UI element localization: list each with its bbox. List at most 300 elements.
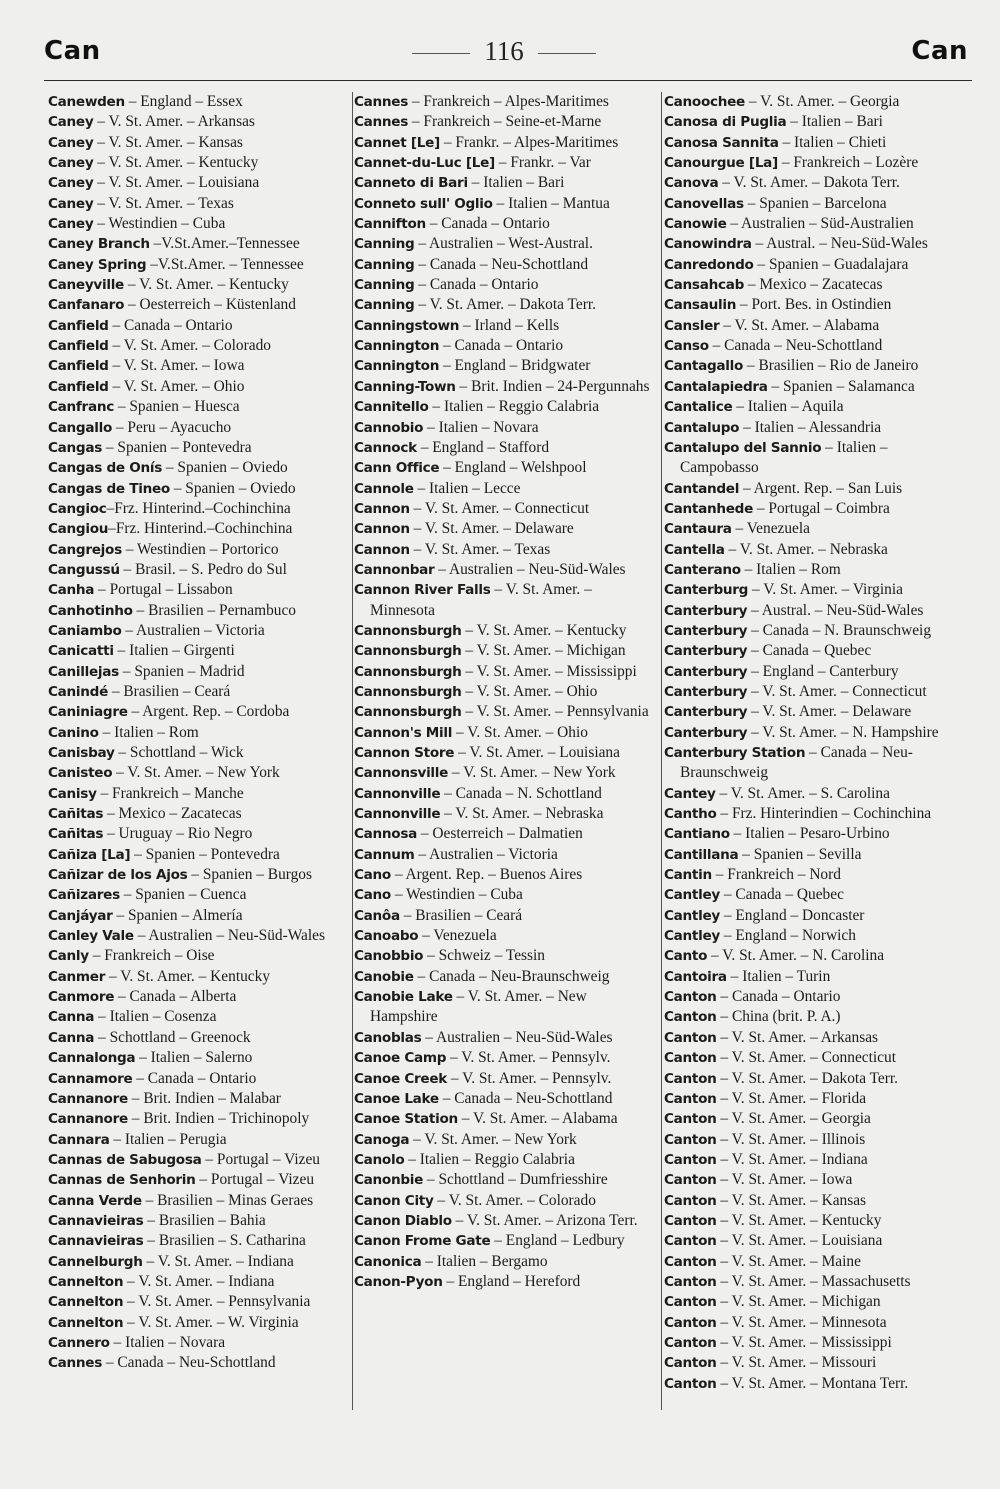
entry-headword: Canning: [354, 297, 415, 314]
entry-headword: Canonbie: [354, 1172, 424, 1189]
gazetteer-entry: [664, 519, 968, 539]
entry-headword: Canolo: [354, 1151, 405, 1168]
entry-location: – Canada – N. Braunschweig: [747, 621, 932, 639]
entry-headword: Canterbury Station: [664, 745, 806, 761]
entry-headword: Canosa di Puglia: [664, 114, 787, 131]
entry-location: – Australien – Neu-Süd-Wales: [434, 560, 626, 578]
column-divider: [352, 92, 353, 1410]
entry-headword: Canoabo: [354, 928, 419, 945]
gazetteer-entry: [354, 926, 658, 946]
gazetteer-entry: [48, 479, 352, 499]
entry-headword: Canton: [664, 1192, 717, 1209]
entry-location: – V. St. Amer. – Virginia: [748, 581, 903, 599]
gazetteer-entry: [664, 1089, 968, 1109]
entry-headword: Canterbury: [664, 643, 748, 660]
gazetteer-entry: [354, 336, 658, 356]
entry-headword: Cano: [354, 867, 391, 884]
gazetteer-entry: [664, 967, 968, 987]
entry-headword: Canonica: [354, 1253, 422, 1270]
gazetteer-entry: [48, 1130, 352, 1150]
entry-location: – Italien – Rom: [740, 560, 841, 578]
entry-location: – Schweiz – Tessin: [423, 947, 545, 965]
entry-location: – Schottland – Wick: [114, 744, 244, 761]
entry-headword: Canhotinho: [48, 602, 133, 619]
gazetteer-entry: [48, 214, 352, 234]
gazetteer-entry: [48, 1272, 352, 1292]
entry-headword: Cano: [354, 887, 391, 904]
page-number: 116: [484, 36, 524, 66]
entry-location: – V. St. Amer. – Arkansas: [716, 1028, 879, 1046]
entry-location: – Italien – Campobasso: [680, 438, 888, 477]
gazetteer-entry: [664, 1069, 968, 1089]
entry-location: – V. St. Amer. – Florida: [716, 1089, 867, 1107]
entry-headword: Canindé: [48, 683, 109, 700]
entry-headword: Canfanaro: [48, 297, 125, 314]
entry-headword: Canovellas: [664, 195, 744, 212]
entry-location: – V. St. Amer. – Kentucky: [461, 621, 627, 639]
entry-location: – England – Hereford: [442, 1272, 581, 1290]
entry-headword: Cangioc: [48, 500, 107, 517]
entry-location: – Westindien – Cuba: [390, 886, 523, 904]
entry-headword: Cannanore: [48, 1090, 128, 1107]
entry-location: – Schottland – Dumfriesshire: [423, 1171, 608, 1189]
entry-location: – V. St. Amer. – Mississippi: [461, 662, 637, 680]
gazetteer-entry: [354, 418, 658, 438]
gazetteer-entry: [354, 804, 658, 824]
gazetteer-entry: [354, 295, 658, 315]
entry-headword: Canna: [48, 1029, 95, 1046]
entry-headword: Cannas de Sabugosa: [48, 1151, 202, 1168]
entry-headword: Canoochee: [664, 94, 745, 110]
entry-headword: Cannonsville: [354, 765, 449, 782]
gazetteer-entry: [48, 1007, 352, 1027]
entry-headword: Cangallo: [48, 419, 112, 436]
gazetteer-entry: [354, 946, 658, 966]
entry-headword: Canning: [354, 277, 415, 294]
entry-location: – Canada – Neu-Schottland: [708, 337, 883, 355]
entry-location: – V. St. Amer. – Louisiana: [716, 1232, 883, 1250]
gazetteer-entry: [354, 173, 658, 193]
entry-location: – Spanien – Madrid: [118, 662, 245, 680]
gazetteer-entry: [664, 1272, 968, 1292]
gazetteer-entry: [48, 601, 352, 621]
entry-location: – Italien – Turin: [726, 967, 831, 985]
entry-headword: Canisy: [48, 785, 97, 802]
gazetteer-entry: [664, 784, 968, 804]
entry-location: – V. St. Amer. – Indiana: [716, 1150, 868, 1168]
entry-location: – V. St. Amer. – Texas: [93, 194, 234, 212]
entry-location: – Australien – Victoria: [121, 621, 265, 639]
entry-location: – Brasilien – Rio de Janeiro: [743, 357, 919, 375]
entry-location: – Frankreich – Manche: [96, 784, 244, 802]
entry-headword: Canley Vale: [48, 928, 134, 945]
entry-location: – Brit. Indien – Trichinopoly: [127, 1110, 310, 1128]
entry-location: – V. St. Amer. – Louisiana: [454, 744, 620, 761]
entry-headword: Cañizar de los Ajos: [48, 867, 188, 884]
entry-headword: Canillejas: [48, 663, 119, 680]
gazetteer-entry: [664, 1231, 968, 1251]
gazetteer-entry: [48, 499, 352, 519]
entry-headword: Canon Diablo: [354, 1212, 452, 1229]
entry-location: – Spanien – Salamanca: [767, 377, 915, 395]
entry-location: – Italien – Girgenti: [113, 642, 235, 660]
gazetteer-entry: [354, 92, 658, 112]
entry-location: – V. St. Amer. – Dakota Terr.: [716, 1069, 899, 1087]
entry-headword: Caneyville: [48, 277, 124, 294]
entry-headword: Canowindra: [664, 236, 752, 253]
entry-headword: Canton: [664, 1151, 717, 1168]
entry-location: – Italien – Aquila: [732, 398, 844, 416]
entry-headword: Conneto sull' Oglio: [354, 195, 493, 212]
gazetteer-entry: [664, 214, 968, 234]
gazetteer-entry: [48, 1191, 352, 1211]
gazetteer-entry: [48, 295, 352, 315]
entry-location: – V. St. Amer. – New Hampshire: [370, 988, 587, 1026]
entry-location: – Spanien – Oviedo: [169, 479, 296, 497]
entry-headword: Cannes: [354, 94, 409, 110]
entry-location: – Portugal – Coimbra: [753, 499, 890, 517]
entry-location: – Canada – Neu-Schottland: [102, 1354, 276, 1372]
entry-headword: Cantalupo del Sannio: [664, 439, 822, 456]
entry-location: – Italien – Salerno: [135, 1049, 253, 1067]
gazetteer-entry: [664, 479, 968, 499]
entry-headword: Canosa Sannita: [664, 134, 779, 151]
gazetteer-entry: [354, 967, 658, 987]
entry-headword: Caney: [48, 114, 94, 131]
entry-location: – Italien – Mantua: [492, 194, 610, 212]
gazetteer-entry: [664, 702, 968, 722]
entry-location: – Spanien – Cuenca: [119, 886, 247, 904]
gazetteer-entry: [354, 1069, 658, 1089]
gazetteer-entry: [664, 92, 968, 112]
gazetteer-entry: [48, 1313, 352, 1333]
entry-headword: Cañizares: [48, 887, 120, 904]
gazetteer-entry: [664, 438, 968, 479]
entry-location: – V. St. Amer. – Arizona Terr.: [451, 1211, 638, 1229]
entry-location: – Spanien – Barcelona: [743, 194, 887, 212]
gazetteer-entry: [48, 1109, 352, 1129]
entry-headword: Cannon: [354, 521, 410, 538]
page-header: [40, 36, 968, 76]
gazetteer-entry: [664, 865, 968, 885]
gazetteer-entry: [48, 1028, 352, 1048]
header-rule: [44, 80, 972, 81]
gazetteer-entry: [664, 743, 968, 784]
entry-location: – Canada – Ontario: [425, 215, 550, 233]
entry-location: – V. St. Amer. – Georgia: [716, 1110, 871, 1128]
entry-headword: Canton: [664, 1375, 717, 1392]
entry-headword: Cannonville: [354, 806, 441, 823]
entry-headword: Cannock: [354, 439, 417, 456]
entry-headword: Canton: [664, 1172, 717, 1189]
entry-location: – Brasil. – S. Pedro do Sul: [119, 560, 287, 578]
entry-headword: Cangas: [48, 439, 103, 456]
entry-headword: Cannero: [48, 1334, 110, 1351]
entry-headword: Canton: [664, 1355, 717, 1372]
entry-location: – Canada – N. Schottland: [440, 784, 602, 802]
entry-headword: Canterbury: [664, 602, 748, 619]
entry-headword: Canfield: [48, 338, 109, 355]
gazetteer-entry: [48, 682, 352, 702]
entry-headword: Cantley: [664, 887, 720, 904]
gazetteer-entry: [48, 194, 352, 214]
entry-location: – V. St. Amer. – Ohio: [461, 682, 598, 700]
gazetteer-entry: [664, 845, 968, 865]
gazetteer-entry: [664, 906, 968, 926]
entry-headword: Caniambo: [48, 622, 122, 639]
entry-headword: Canfranc: [48, 399, 114, 416]
entry-location: –V.St.Amer.–Tennessee: [149, 235, 300, 253]
entry-location: – V. St. Amer. – Dakota Terr.: [718, 174, 900, 192]
entry-location: – Canada – Alberta: [114, 988, 237, 1006]
entry-location: – Frankreich – Nord: [711, 866, 841, 884]
entry-headword: Canjáyar: [48, 907, 113, 924]
entry-headword: Canning: [354, 236, 415, 253]
gazetteer-entry: [48, 234, 352, 254]
gazetteer-entry: [48, 458, 352, 478]
entry-location: – V. St. Amer. – Ohio: [452, 723, 588, 741]
entry-location: – V. St. Amer. – S. Carolina: [715, 784, 890, 802]
entry-headword: Cansaulin: [664, 297, 737, 314]
entry-headword: Canha: [48, 582, 95, 599]
gazetteer-entry: [354, 621, 658, 641]
gazetteer-entry: [664, 987, 968, 1007]
gazetteer-entry: [664, 540, 968, 560]
entry-location: – Portugal – Vizeu: [195, 1171, 315, 1189]
entry-headword: Canewden: [48, 94, 125, 110]
gazetteer-entry: [664, 946, 968, 966]
entry-location: – Venezuela: [418, 927, 497, 945]
entry-location: – Brasilien – Ceará: [399, 906, 523, 924]
entry-headword: Canly: [48, 948, 89, 965]
entry-location: – Frankreich – Lozère: [777, 154, 919, 172]
gazetteer-entry: [354, 702, 658, 722]
gazetteer-entry: [354, 906, 658, 926]
entry-headword: Canterbury: [664, 683, 748, 700]
entry-headword: Cangussú: [48, 561, 120, 578]
entry-location: – Frankreich – Oise: [88, 947, 215, 965]
gazetteer-entry: [664, 356, 968, 376]
entry-headword: Cannonsburgh: [354, 704, 462, 721]
gazetteer-entry: [48, 926, 352, 946]
entry-location: – V. St. Amer. – Colorado: [433, 1191, 596, 1209]
gazetteer-entry: [48, 356, 352, 376]
gazetteer-entry: [48, 1048, 352, 1068]
entry-headword: Cannington: [354, 338, 440, 355]
entry-location: – V. St. Amer. – Colorado: [108, 337, 271, 355]
entry-location: – V. St. Amer. – Maine: [716, 1252, 861, 1270]
gazetteer-entry: [664, 682, 968, 702]
entry-headword: Canton: [664, 1009, 717, 1026]
entry-location: – Argent. Rep. – Buenos Aires: [390, 866, 583, 884]
entry-location: – England – Essex: [124, 93, 243, 110]
entry-location: – Peru – Ayacucho: [112, 418, 232, 436]
gazetteer-entry: [664, 1292, 968, 1312]
entry-headword: Cannelton: [48, 1294, 124, 1311]
entry-location: – V. St. Amer. – Connecticut: [716, 1049, 896, 1067]
gazetteer-entry: [664, 112, 968, 132]
entry-location: – V. St. Amer. – Iowa: [716, 1171, 853, 1189]
entry-location: – Spanien – Burgos: [187, 866, 312, 884]
entry-headword: Caniniagre: [48, 704, 128, 721]
entry-location: – Spanien – Huesca: [113, 398, 240, 416]
entry-headword: Cannonsburgh: [354, 643, 462, 660]
gazetteer-entry: [664, 1374, 968, 1394]
entry-headword: Cannosa: [354, 826, 418, 843]
gazetteer-entry: [48, 275, 352, 295]
entry-location: – England – Stafford: [416, 438, 550, 456]
gazetteer-entry: [48, 1211, 352, 1231]
gazetteer-entry: [664, 1150, 968, 1170]
gazetteer-entry: [664, 418, 968, 438]
entry-location: – V. St. Amer. – Louisiana: [93, 174, 260, 192]
entry-location: – Italien – Bari: [786, 113, 883, 131]
gazetteer-entry: [354, 763, 658, 783]
entry-location: – V. St. Amer. – New York: [112, 764, 280, 782]
gazetteer-entry: [354, 1211, 658, 1231]
gazetteer-entry: [354, 540, 658, 560]
entry-headword: Cangas de Tineo: [48, 480, 170, 497]
gazetteer-entry: [48, 173, 352, 193]
entry-location: –Frz. Hinterind.–Cochinchina: [108, 520, 293, 538]
entry-location: – England – Norwich: [719, 927, 856, 945]
gazetteer-column-3: [664, 92, 968, 1394]
gazetteer-entry: [48, 397, 352, 417]
gazetteer-entry: [664, 1130, 968, 1150]
entry-headword: Cannon's Mill: [354, 724, 453, 741]
entry-location: – V. St. Amer. – Michigan: [461, 642, 626, 660]
entry-location: – V. St. Amer. – Kentucky: [93, 154, 259, 172]
gazetteer-entry: [354, 275, 658, 295]
entry-location: – Australien – Neu-Süd-Wales: [133, 927, 325, 945]
entry-headword: Canterbury: [664, 724, 748, 741]
entry-headword: Canton: [664, 1253, 717, 1270]
entry-headword: Canning-Town: [354, 378, 456, 395]
gazetteer-entry: [354, 1109, 658, 1129]
gazetteer-entry: [354, 519, 658, 539]
gazetteer-entry: [48, 865, 352, 885]
entry-headword: Cangrejos: [48, 541, 122, 558]
entry-headword: Cantey: [664, 785, 716, 802]
entry-headword: Canoblas: [354, 1029, 422, 1046]
gazetteer-entry: [354, 723, 658, 743]
gazetteer-entry: [664, 295, 968, 315]
gazetteer-entry: [354, 499, 658, 519]
entry-headword: Canova: [664, 175, 719, 192]
entry-headword: Cannitello: [354, 399, 429, 416]
entry-headword: Cantalapiedra: [664, 378, 768, 395]
entry-headword: Canfield: [48, 378, 109, 395]
entry-location: – V. St. Amer. – Connecticut: [747, 682, 927, 700]
entry-location: – Brasilien – Minas Geraes: [141, 1191, 314, 1209]
entry-location: – V. St. Amer. – Minnesota: [716, 1313, 887, 1331]
entry-headword: Cangas de Onís: [48, 460, 163, 477]
running-head-left: Can: [44, 36, 101, 66]
entry-headword: Cannavieiras: [48, 1233, 144, 1250]
entry-location: – Oesterreich – Küstenland: [124, 296, 296, 314]
entry-headword: Cañitas: [48, 826, 104, 843]
entry-location: – Canada – Ontario: [108, 316, 233, 334]
gazetteer-entry: [664, 1313, 968, 1333]
entry-location: – V. St. Amer. – Ohio: [108, 377, 245, 395]
entry-location: – Canada – Neu-Braunschweig: [680, 744, 913, 782]
entry-headword: Canourgue [La]: [664, 155, 778, 172]
entry-headword: Canning: [354, 256, 415, 273]
entry-location: – V. St. Amer. – Pennsylv.: [446, 1049, 611, 1067]
gazetteer-entry: [48, 723, 352, 743]
gazetteer-entry: [354, 1272, 658, 1292]
entry-headword: Cannas de Senhorin: [48, 1172, 196, 1189]
gazetteer-entry: [664, 173, 968, 193]
entry-headword: Canneto di Bari: [354, 175, 468, 192]
entry-location: – V. St. Amer. – Minnesota: [370, 581, 592, 619]
entry-headword: Canton: [664, 1111, 717, 1128]
entry-location: – Italien – Cosenza: [94, 1008, 217, 1026]
gazetteer-entry: [48, 418, 352, 438]
entry-headword: Canton: [664, 1314, 717, 1331]
gazetteer-entry: [354, 153, 658, 173]
running-head-right: Can: [911, 36, 968, 66]
gazetteer-entry: [354, 662, 658, 682]
entry-headword: Caney Spring: [48, 256, 147, 273]
gazetteer-entry: [664, 397, 968, 417]
entry-location: – Frankreich – Seine-et-Marne: [408, 113, 602, 131]
entry-headword: Canon Frome Gate: [354, 1233, 491, 1250]
entry-location: – Oesterreich – Dalmatien: [417, 825, 583, 843]
entry-location: – Canada – Neu-Schottland: [414, 255, 589, 273]
entry-headword: Cannole: [354, 480, 414, 497]
page-number-block: [40, 36, 968, 67]
gazetteer-entry: [354, 885, 658, 905]
entry-headword: Canterbury: [664, 704, 748, 721]
entry-headword: Cann Office: [354, 460, 440, 477]
entry-headword: Canredondo: [664, 256, 754, 273]
entry-headword: Canto: [664, 948, 708, 965]
gazetteer-entry: [48, 560, 352, 580]
entry-location: – England – Canterbury: [747, 662, 899, 680]
gazetteer-entry: [354, 1130, 658, 1150]
entry-headword: Cannelburgh: [48, 1253, 143, 1270]
entry-headword: Canoe Creek: [354, 1070, 447, 1087]
entry-headword: Canna: [48, 1009, 95, 1026]
gazetteer-entry: [664, 1028, 968, 1048]
entry-headword: Canoe Camp: [354, 1050, 447, 1067]
gazetteer-entry: [48, 92, 352, 112]
entry-location: – V. St. Amer. – Pennsylv.: [446, 1069, 612, 1087]
gazetteer-entry: [48, 377, 352, 397]
gazetteer-entry: [664, 621, 968, 641]
entry-location: – V. St. Amer. – Kentucky: [105, 967, 271, 985]
entry-location: – V. St. Amer. – Illinois: [716, 1130, 866, 1148]
entry-headword: Cannifton: [354, 216, 426, 233]
gazetteer-entry: [354, 458, 658, 478]
entry-location: – V. St. Amer. – Delaware: [747, 703, 912, 721]
entry-headword: Cannon River Falls: [354, 582, 491, 599]
gazetteer-entry: [48, 804, 352, 824]
entry-location: – V. St. Amer. – Pennsylvania: [461, 703, 649, 721]
entry-headword: Cannonville: [354, 785, 441, 802]
entry-location: – Brasilien – Pernambuco: [132, 601, 296, 619]
gazetteer-entry: [664, 377, 968, 397]
gazetteer-entry: [354, 824, 658, 844]
gazetteer-entry: [48, 662, 352, 682]
entry-location: – V. St. Amer. – Michigan: [716, 1293, 881, 1311]
entry-location: – Brit. Indien – 24-Pergunnahs: [455, 377, 650, 395]
entry-location: – Italien – Lecce: [413, 479, 521, 497]
entry-headword: Canobie Lake: [354, 989, 453, 1006]
gazetteer-entry: [48, 906, 352, 926]
entry-location: – England – Bridgwater: [439, 357, 591, 375]
